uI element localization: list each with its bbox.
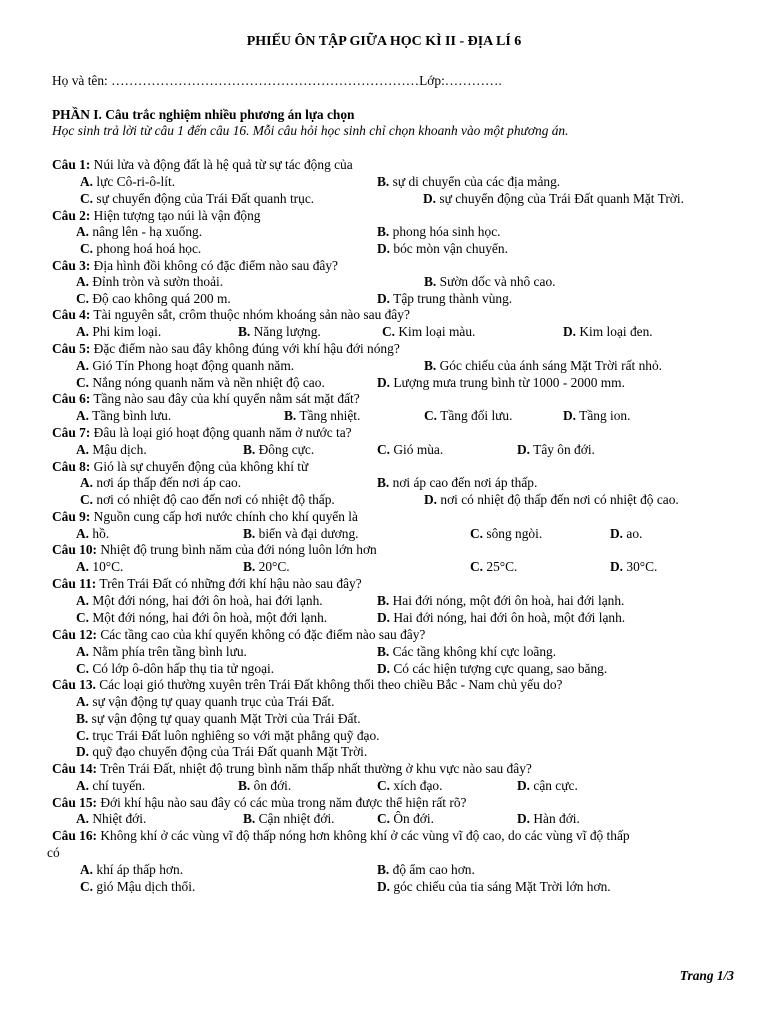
answer-option [76, 694, 335, 710]
question-label: Câu 16: [52, 828, 98, 843]
option-text: Tầng ion. [576, 408, 631, 423]
answer-option [424, 358, 662, 374]
question-stem [52, 828, 630, 844]
option-key: B. [377, 593, 390, 608]
question-label: Câu 10: [52, 542, 98, 557]
answer-option [76, 224, 202, 240]
option-text: Có lớp ô-dôn hấp thụ tia tử ngoại. [89, 661, 275, 676]
answer-option [80, 879, 195, 895]
option-key: A. [76, 593, 90, 608]
question-text: Trên Trái Đất, nhiệt độ trung bình năm thấp nhất thường ở khu vực nào sau đây? [97, 761, 532, 776]
option-text: 10°C. [89, 559, 124, 574]
question-label: Câu 12: [52, 627, 98, 642]
option-key: C. [377, 442, 391, 457]
question-stem [52, 795, 466, 811]
question-label: Câu 2: [52, 208, 91, 223]
option-key: A. [76, 358, 90, 373]
option-key: B. [377, 475, 390, 490]
answer-option [80, 174, 175, 190]
question-label: Câu 5: [52, 341, 91, 356]
option-key: C. [80, 492, 94, 507]
answer-option [243, 526, 359, 542]
option-key: B. [243, 811, 256, 826]
option-key: B. [377, 862, 390, 877]
option-key: D. [517, 778, 531, 793]
answer-option [80, 492, 335, 508]
option-key: C. [76, 661, 90, 676]
option-text: Một đới nóng, hai đới ôn hoà, một đới lạnh. [89, 610, 328, 625]
option-key: C. [80, 879, 94, 894]
option-key: A. [80, 174, 94, 189]
answer-option [76, 324, 161, 340]
answer-option [377, 661, 607, 677]
option-text: nơi áp thấp đến nơi áp cao. [93, 475, 242, 490]
option-text: nơi có nhiệt độ thấp đến nơi có nhiệt độ cao. [437, 492, 679, 507]
question-stem [52, 459, 308, 475]
question-text: Núi lửa và động đất là hệ quả từ sự tác động của [90, 157, 353, 172]
answer-option [76, 728, 380, 744]
option-text: Nhiệt đới. [89, 811, 147, 826]
answer-option [563, 324, 653, 340]
option-text: Tập trung thành vùng. [390, 291, 513, 306]
question-stem [52, 425, 352, 441]
student-info-line [52, 73, 502, 89]
option-key: B. [377, 644, 390, 659]
answer-option [377, 811, 434, 827]
option-key: C. [382, 324, 396, 339]
option-key: B. [238, 324, 251, 339]
question-label: Câu 11: [52, 576, 97, 591]
answer-option [377, 644, 556, 660]
option-key: B. [243, 442, 256, 457]
option-key: C. [377, 811, 391, 826]
answer-option [238, 324, 321, 340]
option-text: Nắng nóng quanh năm và nền nhiệt độ cao. [89, 375, 325, 390]
option-text: Tầng đối lưu. [437, 408, 513, 423]
option-text: gió Mậu dịch thổi. [93, 879, 196, 894]
option-text: cận cực. [530, 778, 578, 793]
section-instruction: Học sinh trả lời từ câu 1 đến câu 16. Mỗi câu hỏi học sinh chỉ chọn khoanh vào một phương án. [52, 123, 569, 138]
option-key: A. [76, 526, 90, 541]
option-text: 25°C. [483, 559, 518, 574]
option-key: A. [76, 224, 90, 239]
option-key: A. [76, 324, 90, 339]
question-stem [52, 677, 562, 693]
answer-option [238, 778, 291, 794]
option-key: A. [76, 694, 90, 709]
option-text: lực Cô-ri-ô-lít. [93, 174, 176, 189]
question-stem [52, 307, 410, 323]
option-key: D. [377, 375, 391, 390]
question-text-continued: có [47, 845, 60, 860]
option-text: Ôn đới. [390, 811, 434, 826]
option-text: Gió mùa. [390, 442, 444, 457]
question-stem [52, 542, 377, 558]
question-label: Câu 13. [52, 677, 96, 692]
option-key: C. [377, 778, 391, 793]
option-text: Cận nhiệt đới. [255, 811, 335, 826]
option-key: C. [470, 559, 484, 574]
option-text: nơi có nhiệt độ cao đến nơi có nhiệt độ thấp. [93, 492, 335, 507]
option-text: xích đạo. [390, 778, 443, 793]
answer-option [76, 559, 123, 575]
option-text: nơi áp cao đến nơi áp thấp. [389, 475, 538, 490]
answer-option [76, 644, 247, 660]
answer-option [377, 174, 560, 190]
question-stem [52, 576, 362, 592]
option-key: C. [76, 610, 90, 625]
option-text: trục Trái Đất luôn nghiêng so với mặt phẳng quỹ đạo. [89, 728, 380, 743]
option-key: D. [610, 559, 624, 574]
option-key: A. [76, 274, 90, 289]
answer-option [377, 593, 624, 609]
answer-option [517, 442, 595, 458]
answer-option [76, 442, 147, 458]
question-stem [52, 157, 353, 173]
option-text: biển và đại dương. [255, 526, 359, 541]
question-text: Các tầng cao của khí quyển không có đặc điểm nào sau đây? [97, 627, 426, 642]
question-text: Trên Trái Đất có những đới khí hậu nào sau đây? [96, 576, 362, 591]
question-text: Hiện tượng tạo núi là vận động [90, 208, 261, 223]
answer-option [382, 324, 475, 340]
answer-option [470, 559, 517, 575]
option-key: A. [76, 778, 90, 793]
option-text: Năng lượng. [250, 324, 321, 339]
option-key: B. [424, 274, 437, 289]
option-key: D. [563, 408, 577, 423]
answer-option [76, 811, 146, 827]
option-text: Một đới nóng, hai đới ôn hoà, hai đới lạnh. [89, 593, 323, 608]
option-text: Có các hiện tượng cực quang, sao băng. [390, 661, 608, 676]
option-key: D. [517, 442, 531, 457]
option-text: Tầng nhiệt. [296, 408, 361, 423]
question-label: Câu 1: [52, 157, 91, 172]
option-key: B. [76, 711, 89, 726]
answer-option [377, 224, 501, 240]
answer-option [377, 475, 537, 491]
option-text: sự vận động tự quay quanh trục của Trái Đất. [89, 694, 335, 709]
answer-option [243, 559, 290, 575]
answer-option [243, 442, 314, 458]
question-label: Câu 6: [52, 391, 91, 406]
answer-option [517, 778, 578, 794]
option-text: quỹ đạo chuyển động của Trái Đất quanh Mặt Trời. [89, 744, 368, 759]
option-text: Độ cao không quá 200 m. [89, 291, 231, 306]
answer-option [76, 408, 171, 424]
question-stem [52, 761, 532, 777]
answer-option [424, 492, 679, 508]
option-text: Góc chiếu của ánh sáng Mặt Trời rất nhỏ. [436, 358, 663, 373]
option-key: A. [80, 475, 94, 490]
option-key: A. [76, 442, 90, 457]
option-text: Mậu dịch. [89, 442, 147, 457]
option-text: 20°C. [255, 559, 290, 574]
option-text: Phi kim loại. [89, 324, 162, 339]
option-text: 30°C. [623, 559, 658, 574]
question-stem [52, 509, 358, 525]
question-label: Câu 4: [52, 307, 91, 322]
answer-option [563, 408, 630, 424]
option-text: Hai đới nóng, hai đới ôn hoà, một đới lạnh. [390, 610, 626, 625]
option-text: phong hoá hoá học. [93, 241, 202, 256]
answer-option [80, 191, 314, 207]
option-text: Tây ôn đới. [530, 442, 595, 457]
answer-option [377, 375, 625, 391]
answer-option [377, 241, 508, 257]
answer-option [76, 358, 294, 374]
question-stem [52, 391, 360, 407]
option-text: Lượng mưa trung bình từ 1000 - 2000 mm. [390, 375, 625, 390]
answer-option [424, 408, 512, 424]
option-text: nâng lên - hạ xuống. [89, 224, 203, 239]
question-text: Địa hình đồi không có đặc điểm nào sau đây? [90, 258, 338, 273]
question-text: Tầng nào sau đây của khí quyển nằm sát mặt đất? [90, 391, 360, 406]
name-label: Họ và tên: ……………………………………………………………Lớp:…………. [52, 73, 502, 88]
question-label: Câu 9: [52, 509, 91, 524]
answer-option [80, 862, 183, 878]
answer-option [377, 778, 442, 794]
option-text: Kim loại màu. [395, 324, 476, 339]
option-text: hồ. [89, 526, 110, 541]
answer-option [76, 661, 274, 677]
section-heading: PHẦN I. Câu trắc nghiệm nhiều phương án lựa chọn [52, 107, 355, 122]
question-label: Câu 3: [52, 258, 91, 273]
answer-option [76, 610, 327, 626]
option-text: sự chuyển động của Trái Đất quanh trục. [93, 191, 315, 206]
answer-option [377, 879, 611, 895]
answer-option [76, 375, 325, 391]
option-key: D. [377, 879, 391, 894]
option-key: A. [80, 862, 94, 877]
answer-option [76, 274, 223, 290]
option-key: C. [80, 191, 94, 206]
option-key: C. [76, 375, 90, 390]
question-label: Câu 8: [52, 459, 91, 474]
option-text: bóc mòn vận chuyển. [390, 241, 508, 256]
option-key: C. [424, 408, 438, 423]
option-text: sự chuyển động của Trái Đất quanh Mặt Trời. [436, 191, 684, 206]
question-text: Đới khí hậu nào sau đây có các mùa trong năm được thể hiện rất rõ? [97, 795, 467, 810]
answer-option [243, 811, 335, 827]
question-stem [52, 258, 338, 274]
option-text: Hai đới nóng, một đới ôn hoà, hai đới lạnh. [389, 593, 625, 608]
option-text: Đông cực. [255, 442, 315, 457]
answer-option [377, 442, 443, 458]
option-text: Đỉnh tròn và sườn thoải. [89, 274, 224, 289]
question-text: Gió là sự chuyển động của không khí từ [90, 459, 309, 474]
question-text: Tài nguyên sắt, crôm thuộc nhóm khoáng sản nào sau đây? [90, 307, 410, 322]
option-text: Nằm phía trên tầng bình lưu. [89, 644, 247, 659]
answer-option [424, 274, 556, 290]
question-text: Nhiệt độ trung bình năm của đới nóng luôn lớn hơn [97, 542, 377, 557]
answer-option [76, 526, 109, 542]
option-text: sông ngòi. [483, 526, 543, 541]
answer-option [377, 291, 512, 307]
option-text: ôn đới. [250, 778, 292, 793]
question-label: Câu 14: [52, 761, 98, 776]
option-key: D. [423, 191, 437, 206]
question-label: Câu 15: [52, 795, 98, 810]
option-text: khí áp thấp hơn. [93, 862, 184, 877]
answer-option [284, 408, 360, 424]
option-key: C. [80, 241, 94, 256]
answer-option [76, 744, 367, 760]
answer-option [80, 475, 241, 491]
option-key: A. [76, 408, 90, 423]
option-key: B. [377, 174, 390, 189]
question-text: Đặc điểm nào sau đây không đúng với khí hậu đới nóng? [90, 341, 400, 356]
page-title: PHIẾU ÔN TẬP GIỮA HỌC KÌ II - ĐỊA LÍ 6 [246, 34, 522, 49]
option-text: ao. [623, 526, 643, 541]
answer-option [76, 711, 361, 727]
option-key: B. [238, 778, 251, 793]
question-stem [52, 208, 261, 224]
option-key: D. [377, 241, 391, 256]
question-label: Câu 7: [52, 425, 91, 440]
option-text: độ ẩm cao hơn. [389, 862, 475, 877]
option-key: B. [243, 559, 256, 574]
option-text: góc chiếu của tia sáng Mặt Trời lớn hơn. [390, 879, 611, 894]
option-key: B. [424, 358, 437, 373]
answer-option [76, 593, 323, 609]
option-key: D. [76, 744, 90, 759]
option-key: A. [76, 644, 90, 659]
option-text: Gió Tín Phong hoạt động quanh năm. [89, 358, 295, 373]
answer-option [377, 610, 625, 626]
option-text: chí tuyến. [89, 778, 146, 793]
answer-option [470, 526, 542, 542]
option-text: Hàn đới. [530, 811, 580, 826]
option-key: C. [76, 291, 90, 306]
option-text: phong hóa sinh học. [389, 224, 501, 239]
option-key: B. [377, 224, 390, 239]
option-key: C. [76, 728, 90, 743]
option-key: D. [610, 526, 624, 541]
option-text: Kim loại đen. [576, 324, 653, 339]
answer-option [76, 291, 231, 307]
option-text: Các tầng không khí cực loãng. [389, 644, 557, 659]
answer-option [610, 559, 657, 575]
option-key: B. [284, 408, 297, 423]
question-stem [52, 627, 425, 643]
option-key: D. [377, 291, 391, 306]
option-key: D. [424, 492, 438, 507]
option-key: C. [470, 526, 484, 541]
option-key: D. [377, 610, 391, 625]
option-key: B. [243, 526, 256, 541]
page-number: Trang 1/3 [679, 968, 734, 983]
option-text: sự vận động tự quay quanh Mặt Trời của Trái Đất. [88, 711, 361, 726]
answer-option [423, 191, 684, 207]
question-stem [52, 341, 400, 357]
option-key: D. [377, 661, 391, 676]
option-key: A. [76, 811, 90, 826]
question-text: Các loại gió thường xuyên trên Trái Đất không thổi theo chiều Bắc - Nam chủ yếu do? [95, 677, 563, 692]
option-key: A. [76, 559, 90, 574]
option-text: sự di chuyển của các địa mảng. [389, 174, 561, 189]
option-key: D. [563, 324, 577, 339]
answer-option [76, 778, 145, 794]
option-text: Sườn dốc và nhô cao. [436, 274, 556, 289]
answer-option [610, 526, 642, 542]
answer-option [377, 862, 475, 878]
answer-option [517, 811, 580, 827]
answer-option [80, 241, 201, 257]
option-text: Tầng bình lưu. [89, 408, 172, 423]
question-text: Đâu là loại gió hoạt động quanh năm ở nước ta? [90, 425, 352, 440]
option-key: D. [517, 811, 531, 826]
question-text: Không khí ở các vùng vĩ độ thấp nóng hơn không khí ở các vùng vĩ độ cao, do các vùng vĩ độ thấp [97, 828, 630, 843]
question-text: Nguồn cung cấp hơi nước chính cho khí quyển là [90, 509, 358, 524]
